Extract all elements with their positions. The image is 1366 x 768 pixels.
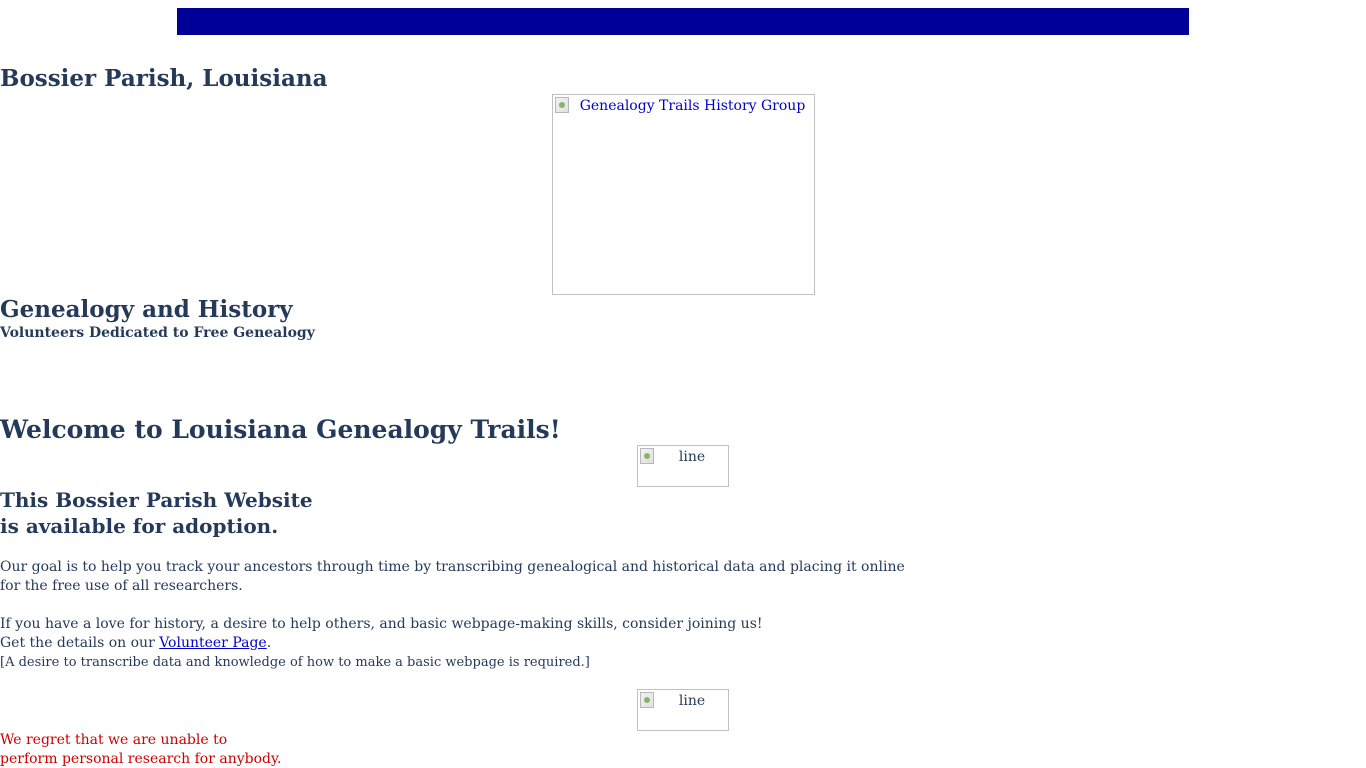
logo-alt-text: Genealogy Trails History Group [579, 98, 806, 114]
divider-alt-text: line [678, 449, 706, 465]
details-prefix: Get the details on our [0, 635, 160, 651]
parish-title: Bossier Parish, Louisiana [0, 65, 328, 92]
site-tagline: Volunteers Dedicated to Free Genealogy [0, 325, 315, 341]
regret-notice-line2: perform personal research for anybody. [0, 751, 282, 767]
regret-notice-line1: We regret that we are unable to [0, 732, 228, 748]
divider-line-image [637, 445, 729, 487]
site-title: Genealogy and History [0, 296, 293, 323]
welcome-heading: Welcome to Louisiana Genealogy Trails! [0, 415, 561, 444]
divider-line-image-2 [637, 689, 729, 731]
genealogy-trails-logo-image[interactable] [552, 94, 815, 295]
goal-text-line2: for the free use of all researchers. [0, 578, 243, 594]
top-banner-bar [177, 8, 1189, 35]
adoption-heading-line2: is available for adoption. [0, 514, 279, 538]
volunteer-invite-text: If you have a love for history, a desire to help others, and basic webpage-making skills, consider joining us! [0, 616, 763, 632]
broken-image-icon [555, 97, 569, 113]
details-suffix: . [266, 635, 272, 651]
volunteer-details-text [0, 634, 1366, 653]
adoption-heading-line1: This Bossier Parish Website [0, 488, 313, 512]
requirement-note: [A desire to transcribe data and knowledge of how to make a basic webpage is required.] [0, 655, 590, 670]
divider-alt-text: line [678, 693, 706, 709]
volunteer-page-link[interactable]: Volunteer Page [159, 635, 267, 651]
broken-image-icon [640, 692, 654, 708]
broken-image-icon [640, 448, 654, 464]
goal-text-line1: Our goal is to help you track your ancestors through time by transcribing genealogical and historical data and placing it online [0, 559, 905, 575]
